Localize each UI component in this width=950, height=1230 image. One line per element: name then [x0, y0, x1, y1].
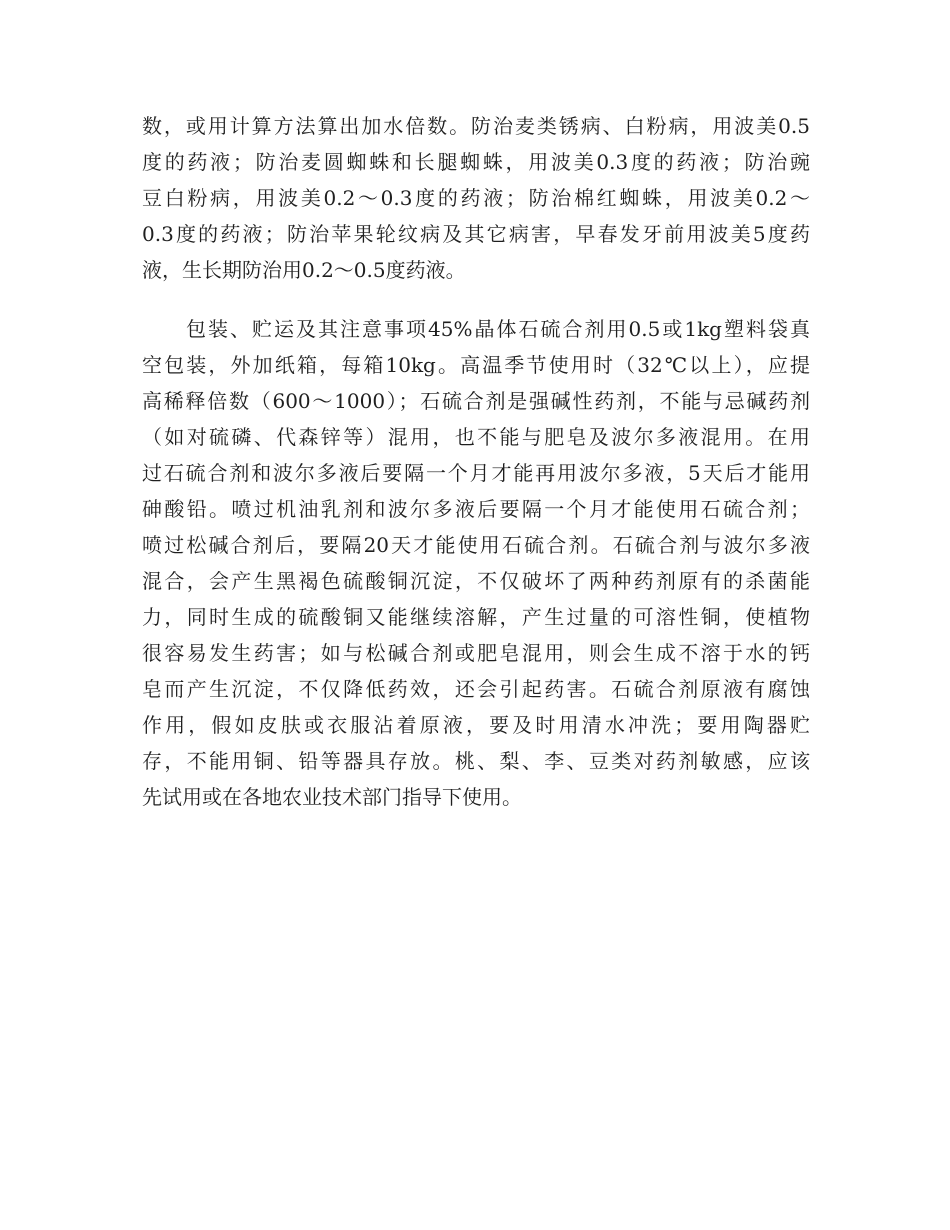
- paragraph-line: 数，或用计算方法算出加水倍数。防治麦类锈病、白粉病，用波美0.5: [142, 114, 810, 138]
- paragraph-line: 砷酸铅。喷过机油乳剂和波尔多液后要隔一个月才能使用石硫合剂；: [142, 497, 810, 521]
- paragraph-line: 豆白粉病，用波美0.2～0.3度的药液；防治棉红蜘蛛，用波美0.2～: [142, 186, 810, 210]
- paragraph-line: 过石硫合剂和波尔多液后要隔一个月才能再用波尔多液，5天后才能用: [142, 461, 810, 485]
- paragraph-line: 存，不能用铜、铅等器具存放。桃、梨、李、豆类对药剂敏感，应该: [142, 749, 810, 773]
- paragraph-line: （如对硫磷、代森锌等）混用，也不能与肥皂及波尔多液混用。在用: [142, 425, 810, 449]
- paragraph-dosage: [142, 108, 810, 288]
- paragraph-line: 先试用或在各地农业技术部门指导下使用。: [142, 785, 522, 809]
- paragraph-line: 包装、贮运及其注意事项45%晶体石硫合剂用0.5或1kg塑料袋真: [142, 317, 810, 341]
- paragraph-line: 混合，会产生黑褐色硫酸铜沉淀，不仅破坏了两种药剂原有的杀菌能: [142, 569, 810, 593]
- paragraph-line: 皂而产生沉淀，不仅降低药效，还会引起药害。石硫合剂原液有腐蚀: [142, 677, 810, 701]
- paragraph-line: 很容易发生药害；如与松碱合剂或肥皂混用，则会生成不溶于水的钙: [142, 641, 810, 665]
- paragraph-line: 空包装，外加纸箱，每箱10kg。高温季节使用时（32℃以上），应提: [142, 353, 810, 377]
- paragraph-packaging-precautions: [142, 311, 810, 815]
- paragraph-line: 作用，假如皮肤或衣服沾着原液，要及时用清水冲洗；要用陶器贮: [142, 713, 810, 737]
- paragraph-line: 力，同时生成的硫酸铜又能继续溶解，产生过量的可溶性铜，使植物: [142, 605, 810, 629]
- paragraph-line: 度的药液；防治麦圆蜘蛛和长腿蜘蛛，用波美0.3度的药液；防治豌: [142, 150, 810, 174]
- paragraph-line: 喷过松碱合剂后，要隔20天才能使用石硫合剂。石硫合剂与波尔多液: [142, 533, 810, 557]
- paragraph-line: 液，生长期防治用0.2～0.5度药液。: [142, 258, 466, 282]
- paragraph-line: 高稀释倍数（600～1000）；石硫合剂是强碱性药剂，不能与忌碱药剂: [142, 389, 810, 413]
- paragraph-line: 0.3度的药液；防治苹果轮纹病及其它病害，早春发牙前用波美5度药: [142, 222, 810, 246]
